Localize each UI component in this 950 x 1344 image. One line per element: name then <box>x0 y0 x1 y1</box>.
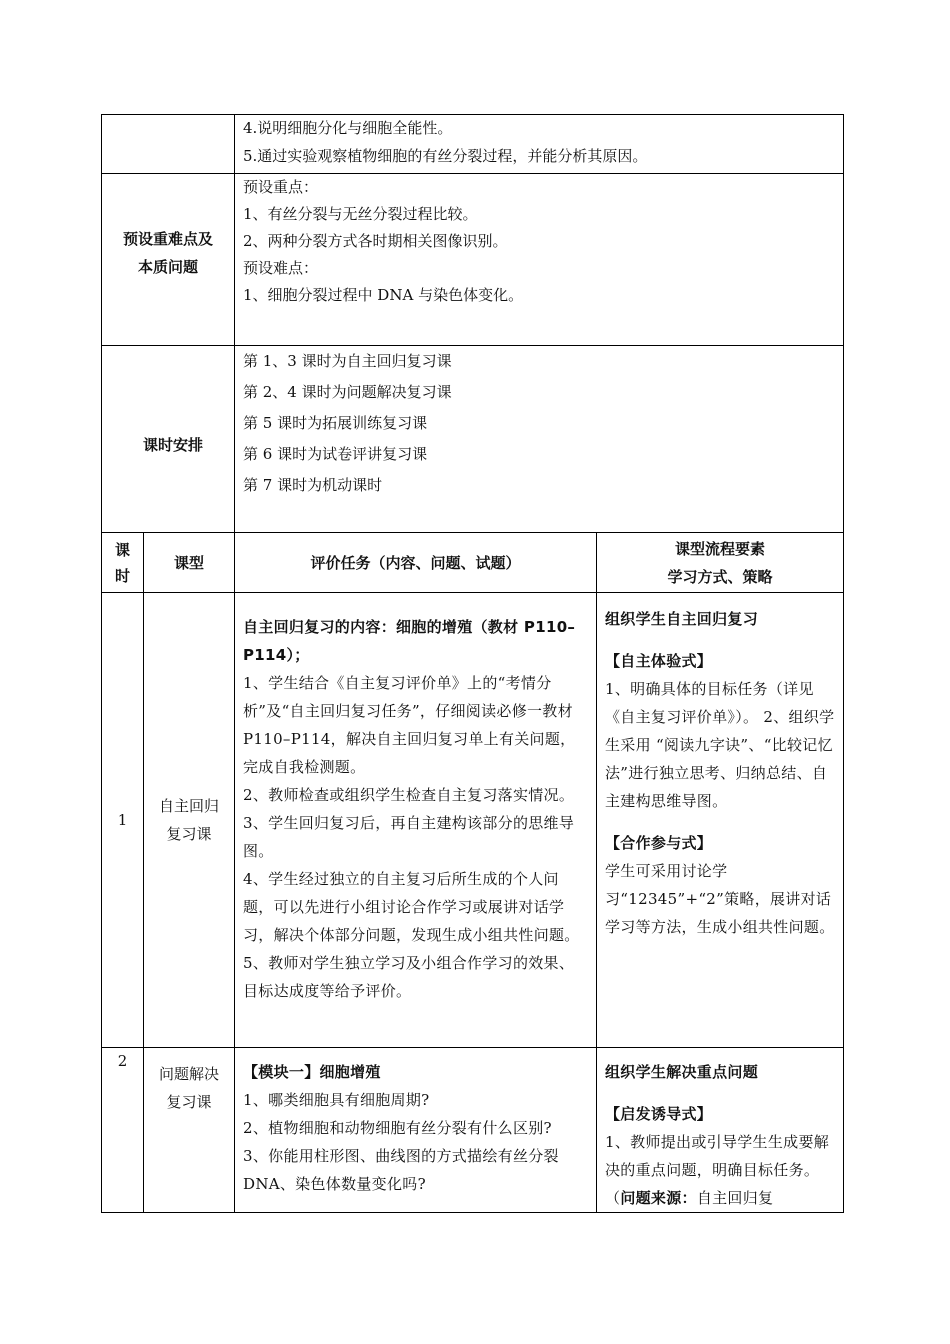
schedule-label: 课时安排 <box>102 346 235 533</box>
lesson-1-task-title: 自主回归复习的内容：细胞的增殖（教材 P110–P114）； <box>243 618 576 664</box>
lesson-1-task-para: 1、学生结合《自主复习评价单》上的“考情分析”及“自主回归复习任务”，仔细阅读必修一教材 P110–P114，解决自主回归复习单上有关问题，完成自我检测题。 <box>243 674 576 776</box>
keypoints-label <box>102 174 235 346</box>
lesson-2-row <box>102 1048 844 1213</box>
lesson-1-row <box>102 593 844 1048</box>
lesson-2-question: 2、植物细胞和动物细胞有丝分裂有什么区别? <box>243 1119 552 1137</box>
keypoints-label-line1: 预设重难点及 <box>122 229 213 248</box>
schedule-cell <box>235 346 844 533</box>
lesson-2-question: 3、你能用柱形图、曲线图的方式描绘有丝分裂 DNA、染色体数量变化吗? <box>243 1147 559 1193</box>
lesson-1-mode-2: 【合作参与式】 <box>605 834 713 852</box>
lesson-2-mode-text-main: 1、教师提出或引导学生生成要解决的重点问题，明确目标任务。（ <box>605 1133 830 1207</box>
schedule-line: 第 6 课时为试卷评讲复习课 <box>243 445 428 463</box>
header-strategy-line1: 课型流程要素 <box>675 539 766 558</box>
lesson-2-type-line2: 复习课 <box>166 1093 212 1111</box>
keypoints-row <box>102 174 844 346</box>
header-lesson-line1: 课 <box>114 540 130 559</box>
schedule-row <box>102 346 844 533</box>
header-lesson <box>102 533 144 593</box>
lesson-1-strategy <box>597 593 844 1048</box>
lesson-2-question: 1、哪类细胞具有细胞周期? <box>243 1091 430 1109</box>
header-row <box>102 533 844 593</box>
header-strategy-line2: 学习方式、策略 <box>667 567 773 586</box>
lesson-2-strategy-title: 组织学生解决重点问题 <box>605 1063 759 1081</box>
lesson-2-module-title: 【模块一】细胞增殖 <box>243 1063 381 1081</box>
keypoints-line: 1、细胞分裂过程中 DNA 与染色体变化。 <box>243 286 524 304</box>
header-task: 评价任务（内容、问题、试题） <box>235 533 597 593</box>
lesson-1-type-line2: 复习课 <box>166 825 212 843</box>
lesson-2-mode-text <box>605 1128 835 1212</box>
lesson-plan-table <box>101 114 844 1213</box>
lesson-1-mode-1: 【自主体验式】 <box>605 652 713 670</box>
lesson-1-task <box>235 593 597 1048</box>
objectives-cell <box>235 115 844 174</box>
objectives-label-cell <box>102 115 235 174</box>
objective-4: 4.说明细胞分化与细胞全能性。 <box>243 119 453 137</box>
schedule-line: 第 1、3 课时为自主回归复习课 <box>243 352 452 370</box>
keypoints-line: 1、有丝分裂与无丝分裂过程比较。 <box>243 205 478 223</box>
header-lesson-line2: 时 <box>114 566 130 585</box>
lesson-1-mode-2-text: 学生可采用讨论学习“12345”+“2”策略，展讲对话学习等方法，生成小组共性问题。 <box>605 862 835 936</box>
header-strategy <box>597 533 844 593</box>
lesson-1-type-line1: 自主回归 <box>158 797 219 815</box>
lesson-1-task-para: 2、教师检查或组织学生检查自主复习落实情况。3、学生回归复习后，再自主建构该部分的思维导图。 <box>243 786 575 860</box>
lesson-1-task-para: 4、学生经过独立的自主复习后所生成的个人问题，可以先进行小组讨论合作学习或展讲对话学习，解决个体部分问题，发现生成小组共性问题。5、教师对学生独立学习及小组合作学习的效果、目标达成度等给予评价。 <box>243 870 580 1000</box>
lesson-2-type <box>144 1048 235 1213</box>
lesson-2-type-line1: 问题解决 <box>158 1065 219 1083</box>
lesson-2-mode: 【启发诱导式】 <box>605 1105 713 1123</box>
keypoints-cell <box>235 174 844 346</box>
lesson-1-mode-1-text: 1、明确具体的目标任务（详见《自主复习评价单》）。 2、组织学生采用 “阅读九字诀”、“比较记忆法”进行独立思考、归纳总结、自主建构思维导图。 <box>605 680 835 810</box>
lesson-1-strategy-title: 组织学生自主回归复习 <box>605 610 759 628</box>
schedule-line: 第 7 课时为机动课时 <box>243 476 383 494</box>
keypoints-line: 预设重点： <box>243 178 319 196</box>
objective-5: 5.通过实验观察植物细胞的有丝分裂过程，并能分析其原因。 <box>243 147 648 165</box>
lesson-2-strategy <box>597 1048 844 1213</box>
lesson-1-type <box>144 593 235 1048</box>
header-type: 课型 <box>144 533 235 593</box>
lesson-2-mode-tail: 自主回归复 <box>696 1189 774 1207</box>
lesson-1-number: 1 <box>102 593 144 1048</box>
keypoints-line: 2、两种分裂方式各时期相关图像识别。 <box>243 232 508 250</box>
objectives-row <box>102 115 844 174</box>
schedule-line: 第 2、4 课时为问题解决复习课 <box>243 383 452 401</box>
lesson-2-number: 2 <box>102 1048 144 1213</box>
lesson-2-mode-bold: 问题来源： <box>620 1189 697 1207</box>
keypoints-line: 预设难点： <box>243 259 319 277</box>
lesson-2-task <box>235 1048 597 1213</box>
keypoints-label-line2: 本质问题 <box>137 257 198 276</box>
schedule-line: 第 5 课时为拓展训练复习课 <box>243 414 428 432</box>
